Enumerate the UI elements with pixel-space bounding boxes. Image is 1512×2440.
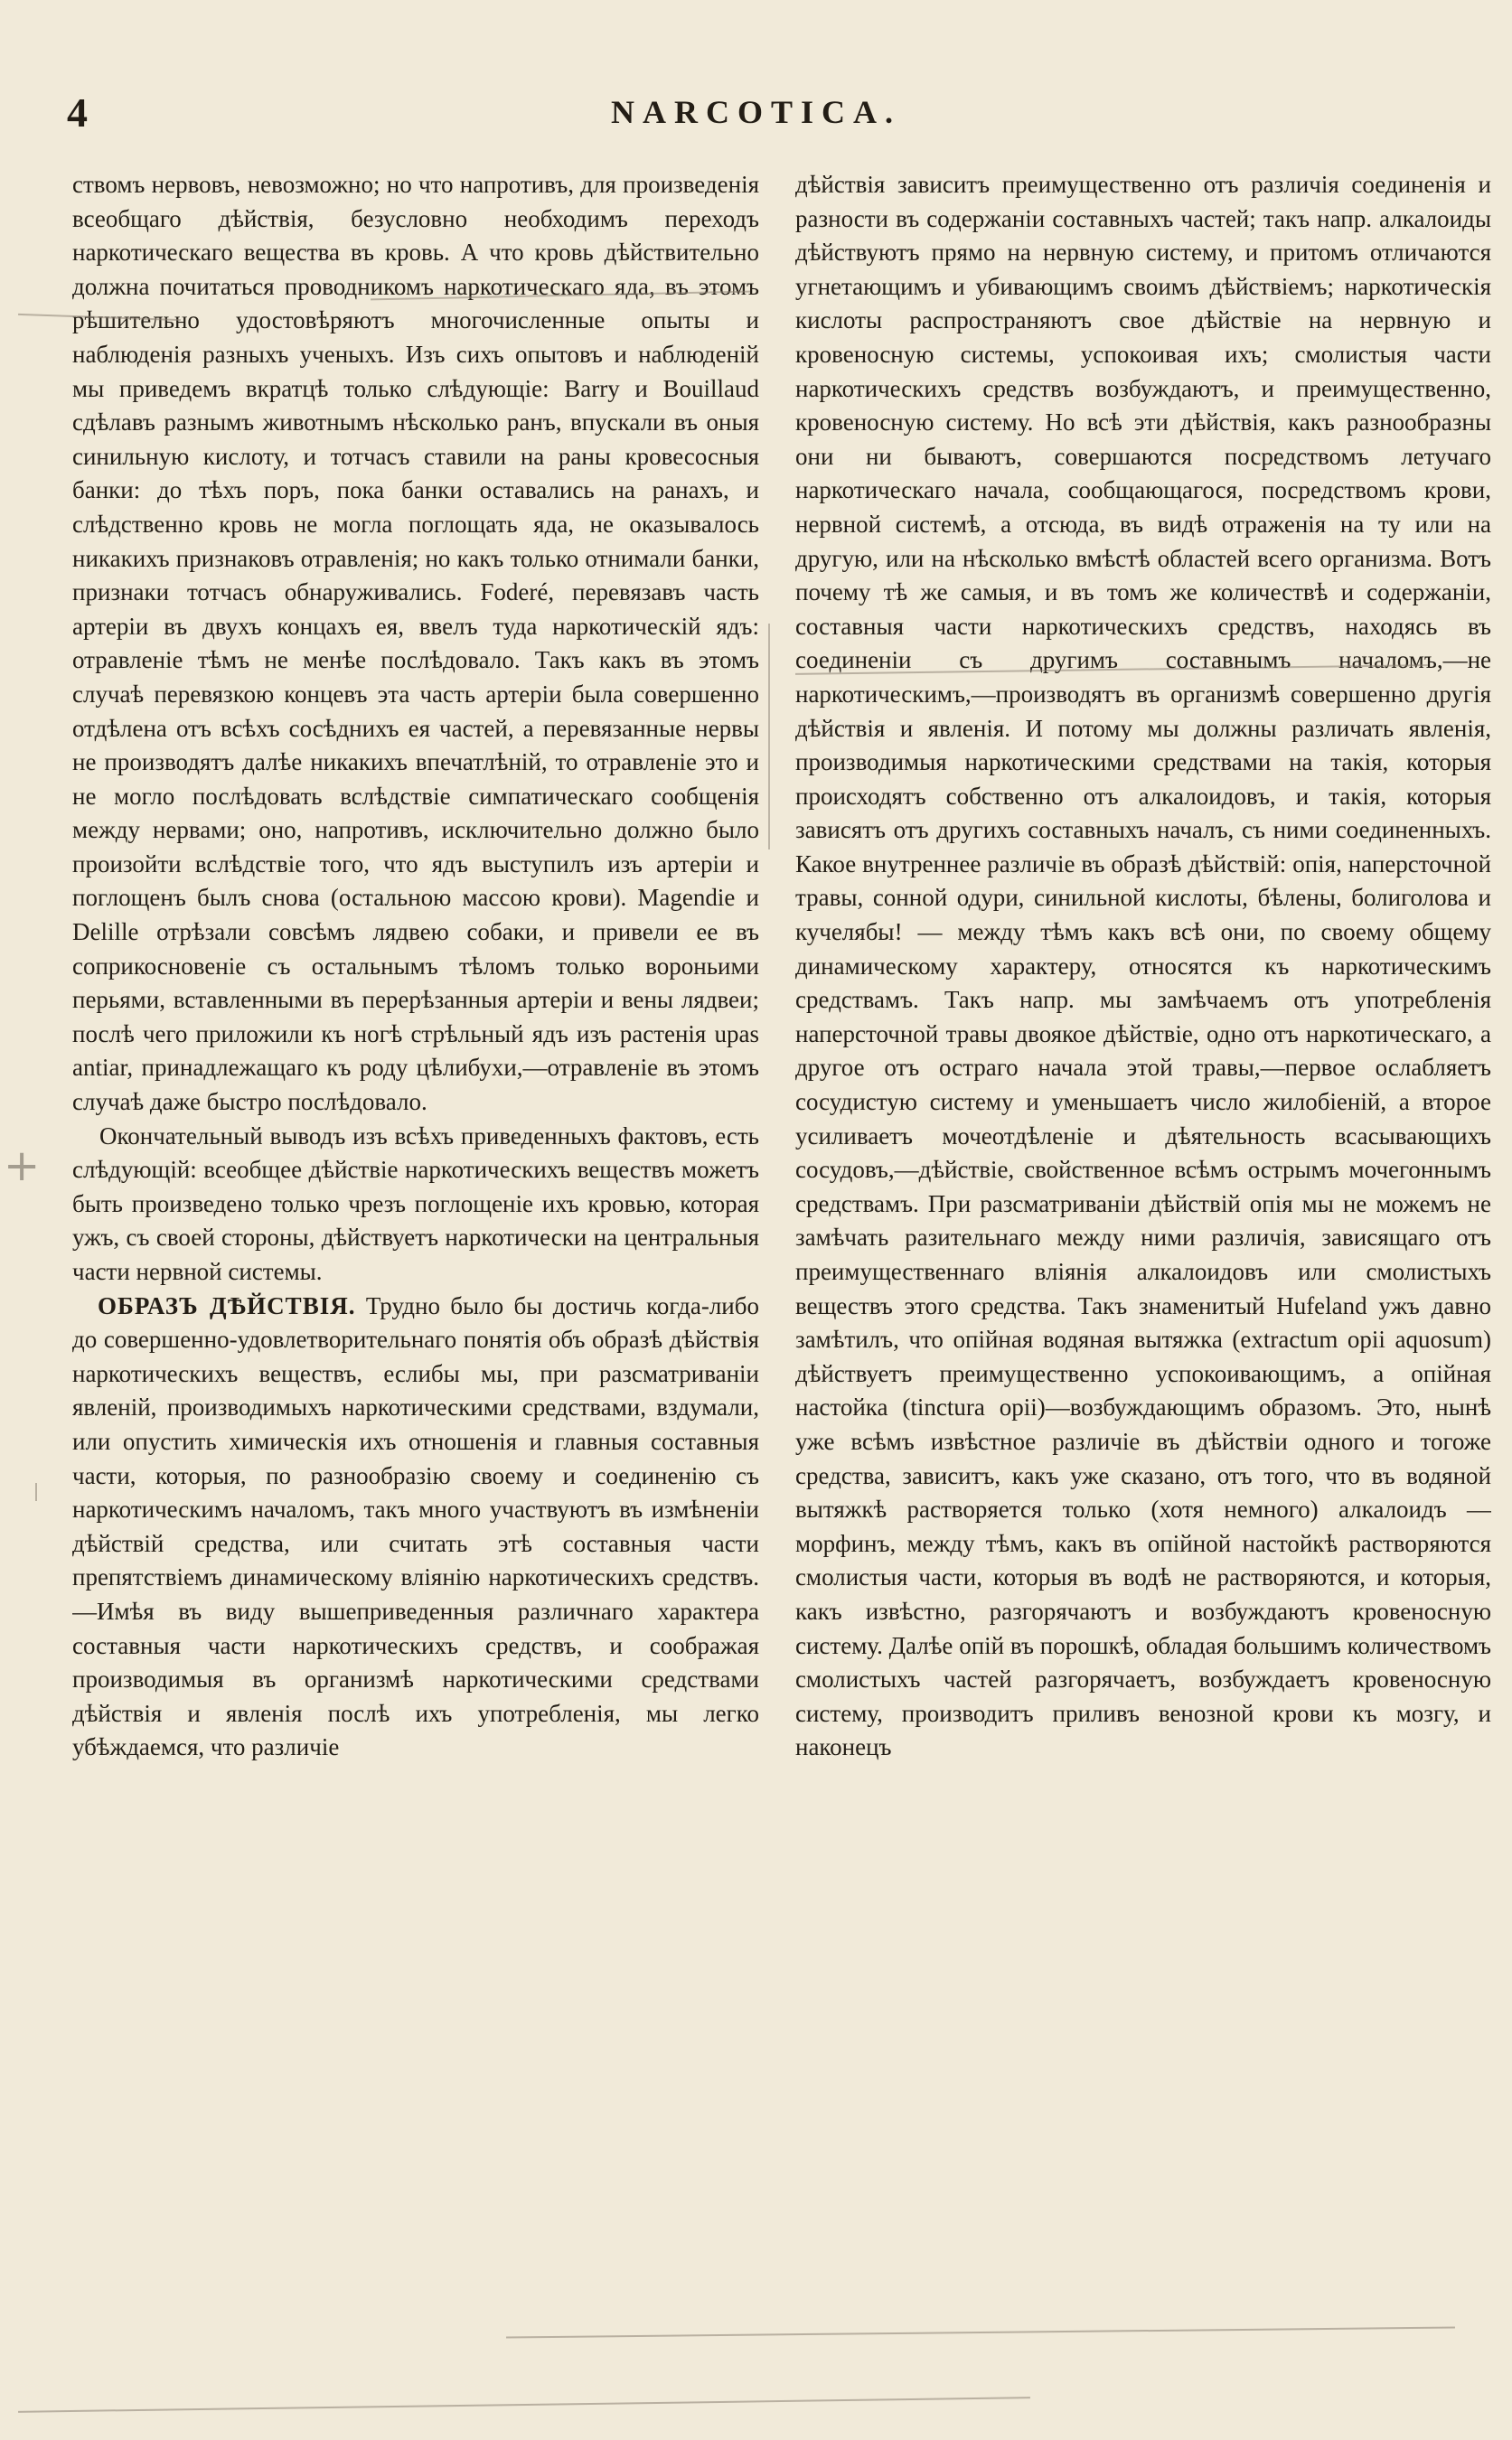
- pencil-cross-mark: +: [4, 1140, 41, 1191]
- paragraph-experiments: ствомъ нервовъ, невозможно; но что напротивъ, для произведенія всеобщаго дѣйствія, безусловно необходимъ переходъ наркотическаго вещества въ кровь. А что кровь дѣйствительно должна почитаться проводникомъ наркотическаго яда, въ этомъ рѣшительно удостовѣряютъ многочисленные опыты и наблюденія разныхъ ученыхъ. Изъ сихъ опытовъ и наблюденій мы приведемъ вкратцѣ только слѣдующіе: Barry и Bouillaud сдѣлавъ разнымъ животнымъ нѣсколько ранъ, впускали въ оныя синильную кислоту, и тотчасъ ставили на раны кровесосныя банки: до тѣхъ поръ, пока банки оставались на ранахъ, и слѣдственно кровь не могла поглощать яда, не оказывалось никакихъ признаковъ отравленія; но какъ только отнимали банки, признаки тотчасъ обнаруживались. Foderé, перевязавъ часть артеріи въ двухъ концахъ ея, ввелъ туда наркотическій ядъ: отравленіе тѣмъ не менѣе послѣдовало. Такъ какъ въ этомъ случаѣ перевязкою концевъ эта часть артеріи была совершенно отдѣлена отъ всѣхъ сосѣднихъ ея частей, а перевязанные нервы не производятъ далѣе никакихъ впечатлѣній, то отравленіе это и не могло послѣдовать вслѣдствіе симпатическаго сообщенія между нервами; оно, напротивъ, исключительно должно было произойти вслѣдствіе того, что ядъ выступилъ изъ артеріи и поглощенъ былъ снова (остальною массою крови). Magendie и Delille отрѣзали совсѣмъ лядвею собаки, и привели ее въ соприкосновеніе съ остальнымъ тѣломъ только вороньими перьями, вставленными въ перерѣзанныя артеріи и вены лядвеи; послѣ чего приложили къ ногѣ стрѣльный ядъ изъ растенія upas antiar, принадлежащаго къ роду цѣлибухи,—отравленіе въ этомъ случаѣ даже быстро послѣдовало.: [72, 171, 759, 1116]
- left-column: [72, 168, 759, 2283]
- paragraph-mode-of-action-text: Трудно было бы достичь когда-либо до совершенно-удовлетворительнаго понятія объ образѣ дѣйствія наркотическихъ веществъ, еслибы мы, при разсматриваніи явленій, производимыхъ наркотическими средствами, вздумали, или опустить химическія ихъ отношенія и главныя составныя части, которыя, по разнообразію своему и соединенію съ наркотическимъ началомъ, такъ много участвуютъ въ измѣненіи дѣйствій средства, или считать этѣ составныя части препятствіемъ динамическому вліянію наркотическихъ средствъ.—Имѣя въ виду вышеприведенныя различнаго характера составныя части наркотическихъ средствъ, и соображая производимыя въ организмѣ наркотическими средствами дѣйствія и явленія послѣ ихъ употребленія, мы легко убѣждаемся, что различіе: [72, 1291, 759, 1761]
- pencil-scribble: [506, 2327, 1455, 2339]
- paragraph-conclusion: Окончательный выводъ изъ всѣхъ приведенныхъ фактовъ, есть слѣдующій: всеобщее дѣйствіе наркотическихъ веществъ можетъ быть произведено только чрезъ поглощеніе ихъ кровью, которая ужъ, съ своей стороны, дѣйствуетъ наркотически на центральныя части нервной системы.: [72, 1121, 759, 1285]
- running-head: NARCOTICA.: [610, 94, 901, 130]
- pencil-underline: [35, 1483, 37, 1501]
- section-title-mode-of-action: ОБРАЗЪ ДѢЙСТВІЯ.: [98, 1291, 356, 1319]
- paragraph-mode-of-action: [72, 1290, 759, 1765]
- right-column: [795, 168, 1491, 2283]
- paragraph-alkaloids: дѣйствія зависитъ преимущественно отъ различія соединенія и разности въ содержаніи составныхъ частей; такъ напр. алкалоиды дѣйствуютъ прямо на нервную систему, и притомъ отличаются угнетающимъ и убивающимъ своимъ дѣйствіемъ; наркотическія кислоты распространяютъ свое дѣйствіе на нервную и кровеносную системы, успокоивая ихъ; смолистыя части наркотическихъ средствъ возбуждаютъ, и преимущественно, кровеносную систему. Но всѣ эти дѣйствія, какъ разнообразны они ни бываютъ, совершаются посредствомъ летучаго наркотическаго начала, сообщающагося, посредствомъ крови, нервной системѣ, а отсюда, въ видѣ отраженія на ту или на другую, или на нѣсколько вмѣстѣ областей всего организма. Вотъ почему тѣ же самыя, и въ томъ же количествѣ и содержаніи, составныя части наркотическихъ средствъ, находясь въ соединеніи съ другимъ составнымъ началомъ,—не наркотическимъ,—производятъ въ организмѣ совершенно другія дѣйствія и явленія. И потому мы должны различать явленія, производимыя наркотическими средствами на такія, которыя происходятъ собственно отъ алкалоидовъ, и такія, которыя зависятъ отъ другихъ составныхъ началъ, съ ними соединенныхъ. Какое внутреннее различіе въ образѣ дѣйствій: опія, наперсточной травы, сонной одури, синильной кислоты, бѣлены, болиголова и кучелябы! — между тѣмъ какъ всѣ они, по своему общему динамическому характеру, относятся къ наркотическимъ средствамъ. Такъ напр. мы замѣчаемъ отъ употребленія наперсточной травы двоякое дѣйствіе, одно отъ наркотическаго, а другое отъ остраго начала этой травы,—первое ослабляетъ сосудистую систему и уменьшаетъ число жилобіеній, а второе усиливаетъ мочеотдѣленіе и дѣятельность всасывающихъ сосудовъ,—дѣйствіе, свойственное всѣмъ острымъ мочегоннымъ средствамъ. При разсматриваніи дѣйствій опія мы не можемъ не замѣчать разительнаго между ними различія, зависящаго отъ преимущественнаго вліянія алкалоидовъ или смолистыхъ веществъ этого средства. Такъ знаменитый Hufeland ужъ давно замѣтилъ, что опійная водяная вытяжка (extractum opii aquosum) дѣйствуетъ преимущественно успокоивающимъ, а опійная настойка (tinctura opii)—возбуждающимъ образомъ. Это, нынѣ уже всѣмъ извѣстное различіе въ дѣйствіи одного и тогоже средства, зависитъ, какъ уже сказано, отъ того, что въ водяной вытяжкѣ растворяется только (хотя немного) алкалоидъ —морфинъ, между тѣмъ, какъ въ опійной настойкѣ растворяются смолистыя части, которыя въ водѣ не растворяются, и которыя, какъ извѣстно, разгорячаютъ и возбуждаютъ кровеносную систему. Далѣе опій въ порошкѣ, обладая большимъ количествомъ смолистыхъ частей разгорячаетъ, возбуждаетъ кровеносную систему, производитъ приливъ венозной крови къ мозгу, и наконецъ: [795, 171, 1491, 1761]
- pencil-bracket: [761, 624, 770, 849]
- pencil-scribble: [18, 2397, 1030, 2413]
- page-number: 4: [67, 89, 88, 136]
